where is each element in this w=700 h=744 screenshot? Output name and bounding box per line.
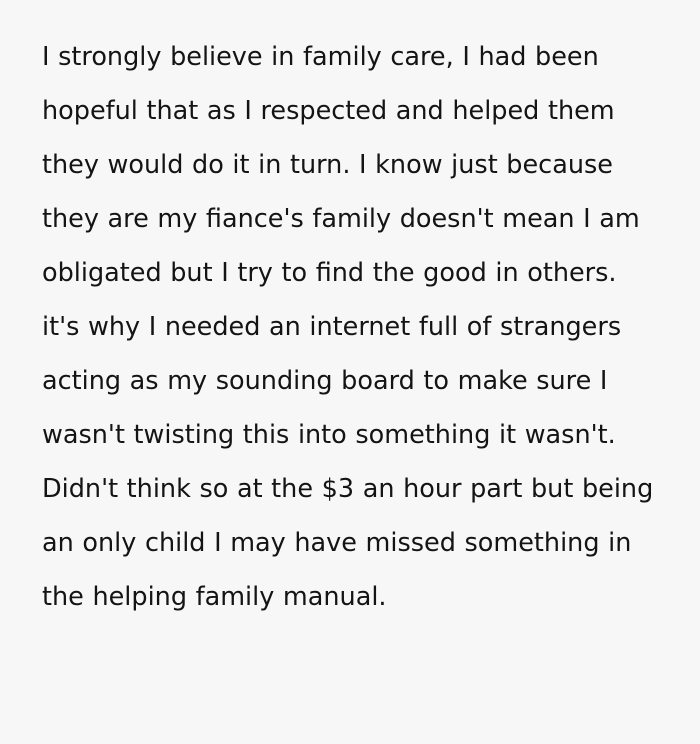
post-body-text: I strongly believe in family care, I had been hopeful that as I respected and helped them they would do it in turn. I know just because they are my fiance's family doesn't mean I am obligated but I try to find the good in others. it's why I needed an internet full of strangers acting as my sounding board to make sure I wasn't twisting this into something it wasn't. Didn't think so at the $3 an hour part but being an only child I may have missed something in the helping family manual. <box>42 42 662 612</box>
